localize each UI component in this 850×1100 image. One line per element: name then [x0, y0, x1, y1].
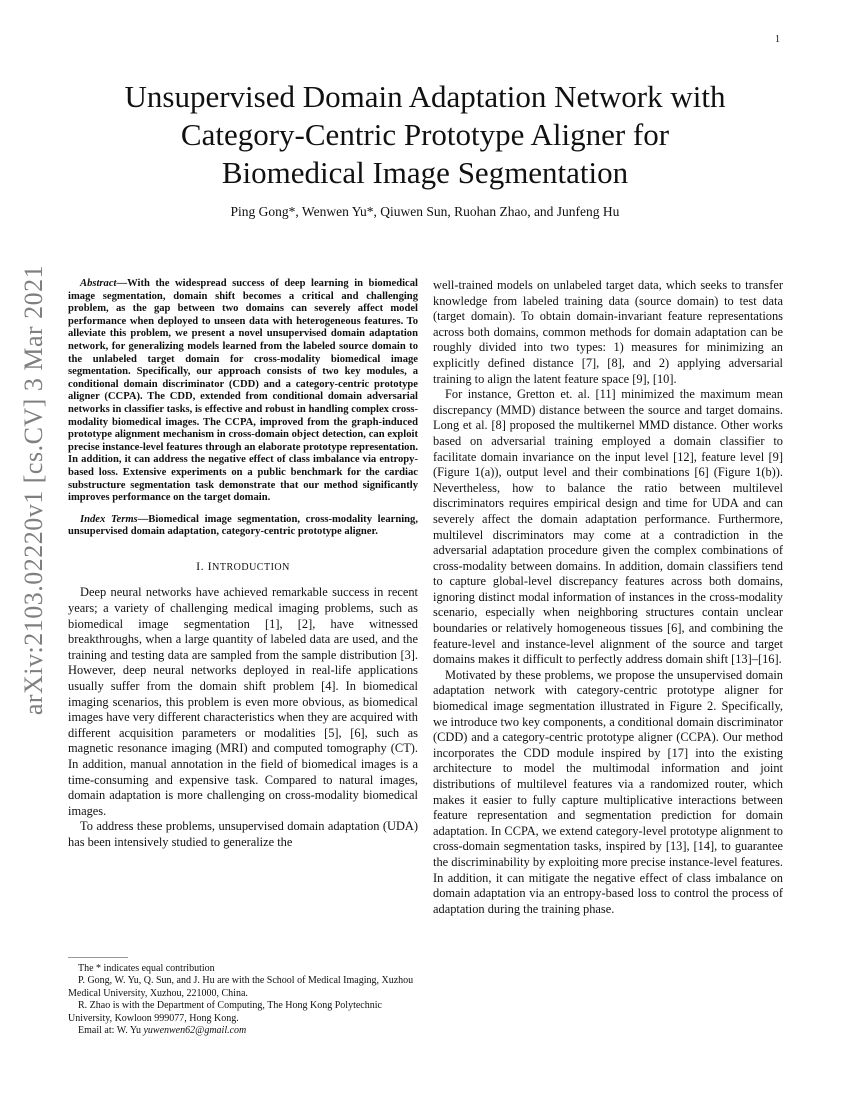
left-column [68, 278, 418, 851]
page-number: 1 [775, 34, 780, 45]
intro-paragraph-4: Motivated by these problems, we propose the unsupervised domain adaptation network with category-centric prototype aligner for biomedical image segmentation illustrated in Figure 2. Specifically, we introduce two key components, a conditional domain discriminator (CDD) and a category-centric prototype aligner (CCPA). Our method incorporates the CDD module inspired by [17] into the existing architecture to model the multimodal information and joint distributions of multilevel features via a randomized router, which makes it easier to fully capture multiplicative interactions between feature representation and segmentation prediction for domain adaptation. In CCPA, we extend category-level prototype alignment to cross-domain segmentation tasks, inspired by [13], [14], to guarantee the discriminability by exploiting more precise instance-level features. In addition, it can mitigate the negative effect of class imbalance on domain adaptation via an entropy-based loss to control the process of adaptation during the training phase. [433, 667, 783, 916]
abstract-text: —With the widespread success of deep learning in biomedical image segmentation, domain shift becomes a critical and challenging problem, as the gap between two domains can severely affect model performance when deployed to unseen data with heterogeneous features. To alleviate this problem, we present a novel unsupervised domain adaptation network, for generalizing models learned from the labeled source domain to the unlabeled target domain for cross-modality biomedical image segmentation. Specifically, our approach consists of two key modules, a conditional domain discriminator (CDD) and a category-centric prototype aligner (CCPA). The CDD, extended from conditional domain adversarial networks in classifier tasks, is effective and robust in handling complex cross-modality biomedical images. The CCPA, improved from the graph-induced prototype alignment mechanism in cross-domain object detection, can exploit precise instance-level features through an elaborate prototype representation. In addition, it can address the negative effect of class imbalance via entropy-based loss. Extensive experiments on a public benchmark for the cardiac substructure segmentation task demonstrate that our method significantly improves performance on the target domain. [68, 278, 418, 504]
section-heading-introduction [68, 559, 418, 576]
intro-paragraph-2: To address these problems, unsupervised domain adaptation (UDA) has been intensively studied to generalize the [68, 819, 418, 849]
abstract [68, 278, 418, 505]
title-line-2: Category-Centric Prototype Aligner for [180, 117, 670, 152]
email-label: Email at: W. Yu [78, 1025, 144, 1037]
author-list: Ping Gong*, Wenwen Yu*, Qiuwen Sun, Ruohan Zhao, and Junfeng Hu [230, 204, 620, 219]
footnote-affiliation-2: R. Zhao is with the Department of Computing, The Hong Kong Polytechnic University, Kowloon 999077, Hong Kong. [68, 1000, 382, 1024]
footnote-equal-contribution: The * indicates equal contribution [78, 963, 215, 974]
index-terms-text: —Biomedical image segmentation, cross-modality learning, unsupervised domain adaptation, category-centric prototype aligner. [68, 513, 418, 538]
arxiv-stamp [10, 264, 58, 716]
right-column [433, 278, 783, 917]
intro-paragraph-1: Deep neural networks have achieved remarkable success in recent years; a variety of challenging medical imaging problems, such as biomedical image segmentation [1], [2], have witnessed breakthroughs, when a large quantity of labeled data are used, and the training and testing data are sampled from the sample distribution [3]. However, deep neural networks deployed in real-life applications usually suffer from the domain shift problem [4]. In biomedical imaging scenarios, this problem is even more obvious, as biomedical images have very different characteristics when they are acquired with different acquisition parameters or modalities [5], [6], such as magnetic resonance imaging (MRI) and computed tomography (CT). In addition, manual annotation in the field of biomedical images is a time-consuming and expensive task. Compared to natural images, domain adaptation is more challenging on cross-modality biomedical images. [68, 585, 418, 818]
email-address: yuwenwen62@gmail.com [143, 1025, 247, 1037]
paper-title [70, 78, 780, 192]
intro-paragraph-2-continued: well-trained models on unlabeled target data, which seeks to transfer knowledge from labeled training data (source domain) to test data (target domain). To obtain domain-invariant feature representations across both domains, common methods for domain adaptation can be roughly divided into two types: 1) measures for minimizing an explicitly defined distance [7], [8], and 2) applying adversarial training to align the latent feature space [9], [10]. [433, 278, 783, 386]
intro-paragraph-3: For instance, Gretton et. al. [11] minimized the maximum mean discrepancy (MMD) distance between the source and target domains. Long et al. [8] proposed the multikernel MMD distance. Other works based on adversarial training employed a domain classifier to facilitate domain invariance on the input level [12], feature level [9] (Figure 1(a)), output level and their combinations [6] (Figure 1(b)). Nevertheless, how to balance the ratio between multilevel discriminators requires empirical design and time for UDA and can severely affect the domain adaptation performance. Furthermore, multilevel discriminators may come at a contradiction in the adversarial adaptation procedure given the complex combinations of cross-modality between domains. In addition, domain classifiers tend to capture global-level discrepancy features across both domains, ignoring distinct modal information of instances in the cross-modality scenario, especially when neighboring structures contain unclear boundaries or relatively homogeneous tissues [6], and combining the feature-level and instance-level alignment of the source and target domains makes it difficult to perfectly address domain shift [13]–[16]. [433, 387, 783, 667]
footnote-email [68, 1025, 418, 1037]
title-line-1: Unsupervised Domain Adaptation Network with [124, 79, 726, 114]
footnote-rule [68, 957, 128, 958]
index-terms [68, 514, 418, 539]
footnote-affiliation-1: P. Gong, W. Yu, Q. Sun, and J. Hu are with the School of Medical Imaging, Xuzhou Medical University, Xuzhou, 221000, China. [68, 975, 414, 999]
arxiv-stamp-text: arXiv:2103.02220v1 [cs.CV] 3 Mar 2021 [19, 264, 48, 716]
index-terms-label: Index Terms [80, 513, 138, 525]
title-line-3: Biomedical Image Segmentation [221, 155, 629, 190]
section-title-smallcaps: NTRODUCTION [212, 561, 290, 573]
section-numeral: I. I [196, 558, 213, 573]
abstract-label: Abstract [80, 278, 117, 289]
footnotes [68, 963, 418, 1037]
